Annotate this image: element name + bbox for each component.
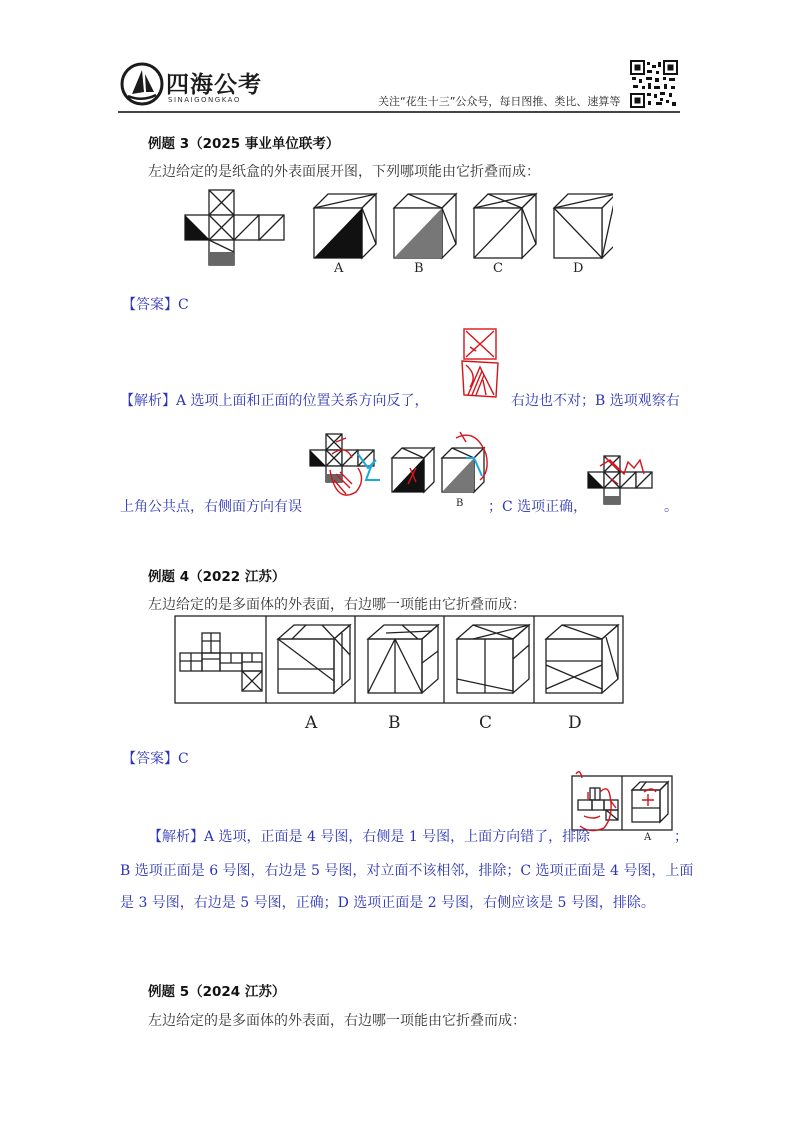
- handwritten-sketch-2: [306, 424, 492, 508]
- example3-analysis-2b: ；C 选项正确，: [488, 499, 588, 515]
- example5-title: 例题 5（2024 江苏）: [148, 984, 286, 1000]
- example4-analysis-2: B 选项正面是 6 号图，右边是 5 号图，对立面不该相邻，排除；C 选项正面是 4 号图，上面: [120, 863, 694, 879]
- option-c-cube: [474, 194, 536, 258]
- option-d-cube: [554, 194, 613, 258]
- option-d-label: D: [573, 261, 584, 276]
- option-d-label: D: [568, 713, 582, 733]
- header-note: 关注“花生十三”公众号，每日图推、类比、速算等: [378, 95, 621, 108]
- example4-analysis-3: 是 3 号图，右边是 5 号图，正确；D 选项正面是 2 号图，右侧应该是 5 号图，排除。: [120, 895, 655, 911]
- example3-analysis-1a: 【解析】A 选项上面和正面的位置关系方向反了，: [120, 393, 429, 409]
- option-a-label: A: [305, 713, 318, 733]
- example4-net: [180, 633, 262, 691]
- example3-question: 左边给定的是纸盒的外表面展开图，下列哪项能由它折叠而成：: [148, 164, 540, 180]
- logo-icon: [120, 62, 164, 106]
- qr-code-icon: [630, 60, 678, 108]
- example3-net: [185, 190, 284, 265]
- option-b-label: B: [388, 713, 401, 733]
- logo-text: 四海公考: [166, 72, 262, 98]
- example4-analysis-1-end: ；: [674, 829, 688, 845]
- option-a-cube: [314, 194, 376, 258]
- example3-analysis-1b: 右边也不对；B 选项观察右: [511, 393, 680, 409]
- header-divider: [118, 111, 680, 113]
- option-a-cube: [278, 625, 350, 693]
- option-c-label: C: [493, 261, 503, 276]
- example3-analysis-2a: 上角公共点，右侧面方向有误: [120, 499, 302, 515]
- option-c-label: C: [479, 713, 493, 733]
- example4-analysis-1: 【解析】A 选项，正面是 4 号图，右侧是 1 号图，上面方向错了，排除: [148, 829, 591, 845]
- option-b-cube: [368, 625, 438, 693]
- option-c-cube: [457, 625, 529, 693]
- example3-title: 例题 3（2025 事业单位联考）: [148, 136, 340, 152]
- option-a-label: A: [334, 261, 344, 276]
- handwritten-sketch-3: [584, 440, 666, 508]
- sketch-a-label: A: [644, 832, 652, 842]
- logo-subtext: SINAIGONGKAO: [168, 96, 241, 104]
- option-b-cube: [394, 194, 456, 258]
- example4-answer: 【答案】C: [122, 751, 189, 767]
- option-b-label: B: [414, 261, 424, 276]
- sketch-b-label: B: [456, 498, 464, 508]
- example3-figure: [183, 188, 613, 280]
- example3-analysis-2c: 。: [664, 499, 678, 515]
- option-d-cube: [546, 625, 618, 693]
- example5-question: 左边给定的是多面体的外表面，右边哪一项能由它折叠而成：: [148, 1013, 526, 1029]
- example4-question: 左边给定的是多面体的外表面，右边哪一项能由它折叠而成：: [148, 597, 526, 613]
- example3-answer: 【答案】C: [122, 297, 189, 313]
- example4-title: 例题 4（2022 江苏）: [148, 569, 286, 585]
- example4-figure: [174, 615, 626, 735]
- handwritten-sketch-1: [458, 325, 506, 405]
